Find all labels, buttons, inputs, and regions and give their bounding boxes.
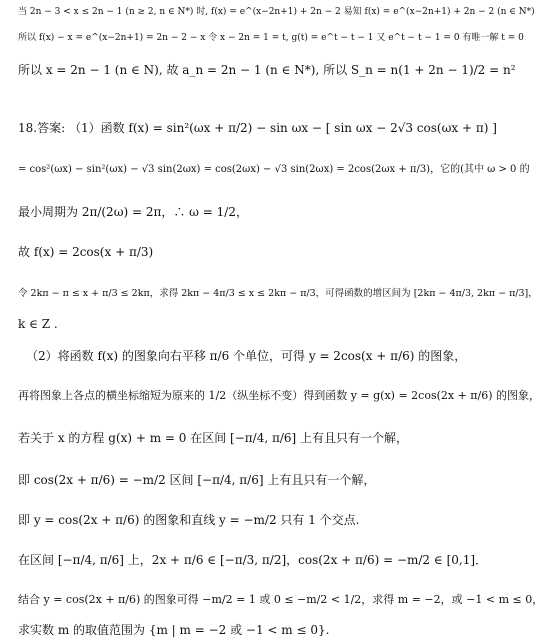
text-line: 令 2kπ − π ≤ x + π/3 ≤ 2kπ，求得 2kπ − 4π/3 ≤ x ≤ 2kπ − π/3，可得函数的增区间为 [2kπ − 4π/3, 2kπ − π/3]， xyxy=(18,288,538,299)
text-line: 求实数 m 的取值范围为 {m | m = −2 或 −1 < m ≤ 0}. xyxy=(18,623,330,637)
text-line: 若关于 x 的方程 g(x) + m = 0 在区间 [−π/4, π/6] 上有且只有一个解， xyxy=(18,431,409,445)
text-line: 所以 x = 2n − 1 (n ∈ N), 故 a_n = 2n − 1 (n ∈ N*), 所以 S_n = n(1 + 2n − 1)/2 = n² xyxy=(18,63,516,77)
text-line: 再将图象上各点的横坐标缩短为原来的 1/2（纵坐标不变）得到函数 y = g(x) = 2cos(2x + π/6) 的图象， xyxy=(18,389,541,402)
text-line: 即 y = cos(2x + π/6) 的图象和直线 y = −m/2 只有 1 个交点. xyxy=(18,513,360,527)
text-line: 在区间 [−π/4, π/6] 上，2x + π/6 ∈ [−π/3, π/2]，cos(2x + π/6) = −m/2 ∈ [0,1]． xyxy=(18,553,488,567)
text-line: 即 cos(2x + π/6) = −m/2 区间 [−π/4, π/6] 上有且只有一个解， xyxy=(18,473,376,487)
text-line: 结合 y = cos(2x + π/6) 的图象可得 −m/2 = 1 或 0 ≤ −m/2 < 1/2，求得 m = −2，或 −1 < m ≤ 0， xyxy=(18,593,544,606)
text-line: 所以 f(x) − x = e^(x−2n+1) = 2n − 2 − x 令 x − 2n = 1 = t, g(t) = e^t − t − 1 又 e^t − t − 1 = 0 有唯一解 t = 0 xyxy=(18,33,524,43)
text-line: 故 f(x) = 2cos(x + π/3) xyxy=(18,245,154,259)
text-line: 最小周期为 2π/(2ω) = 2π，∴ ω = 1/2， xyxy=(18,205,248,219)
text-line: （2）将函数 f(x) 的图象向右平移 π/6 个单位，可得 y = 2cos(x + π/6) 的图象， xyxy=(26,349,467,363)
text-line: k ∈ Z . xyxy=(18,317,58,331)
text-line: 当 2n − 3 < x ≤ 2n − 1 (n ≥ 2, n ∈ N*) 时, f(x) = e^(x−2n+1) + 2n − 2 易知 f(x) = e^(x−2n+1) + 2n − 2 (n ∈ N*) xyxy=(18,7,535,17)
answer-heading: 18.答案: （1）函数 f(x) = sin²(ωx + π/2) − sin ωx − [ sin ωx − 2√3 cos(ωx + π) ] xyxy=(18,121,497,135)
text-line: = cos²(ωx) − sin²(ωx) − √3 sin(2ωx) = cos(2ωx) − √3 sin(2ωx) = 2cos(2ωx + π/3)，它的(其中 ω > 0 的 xyxy=(18,164,530,175)
